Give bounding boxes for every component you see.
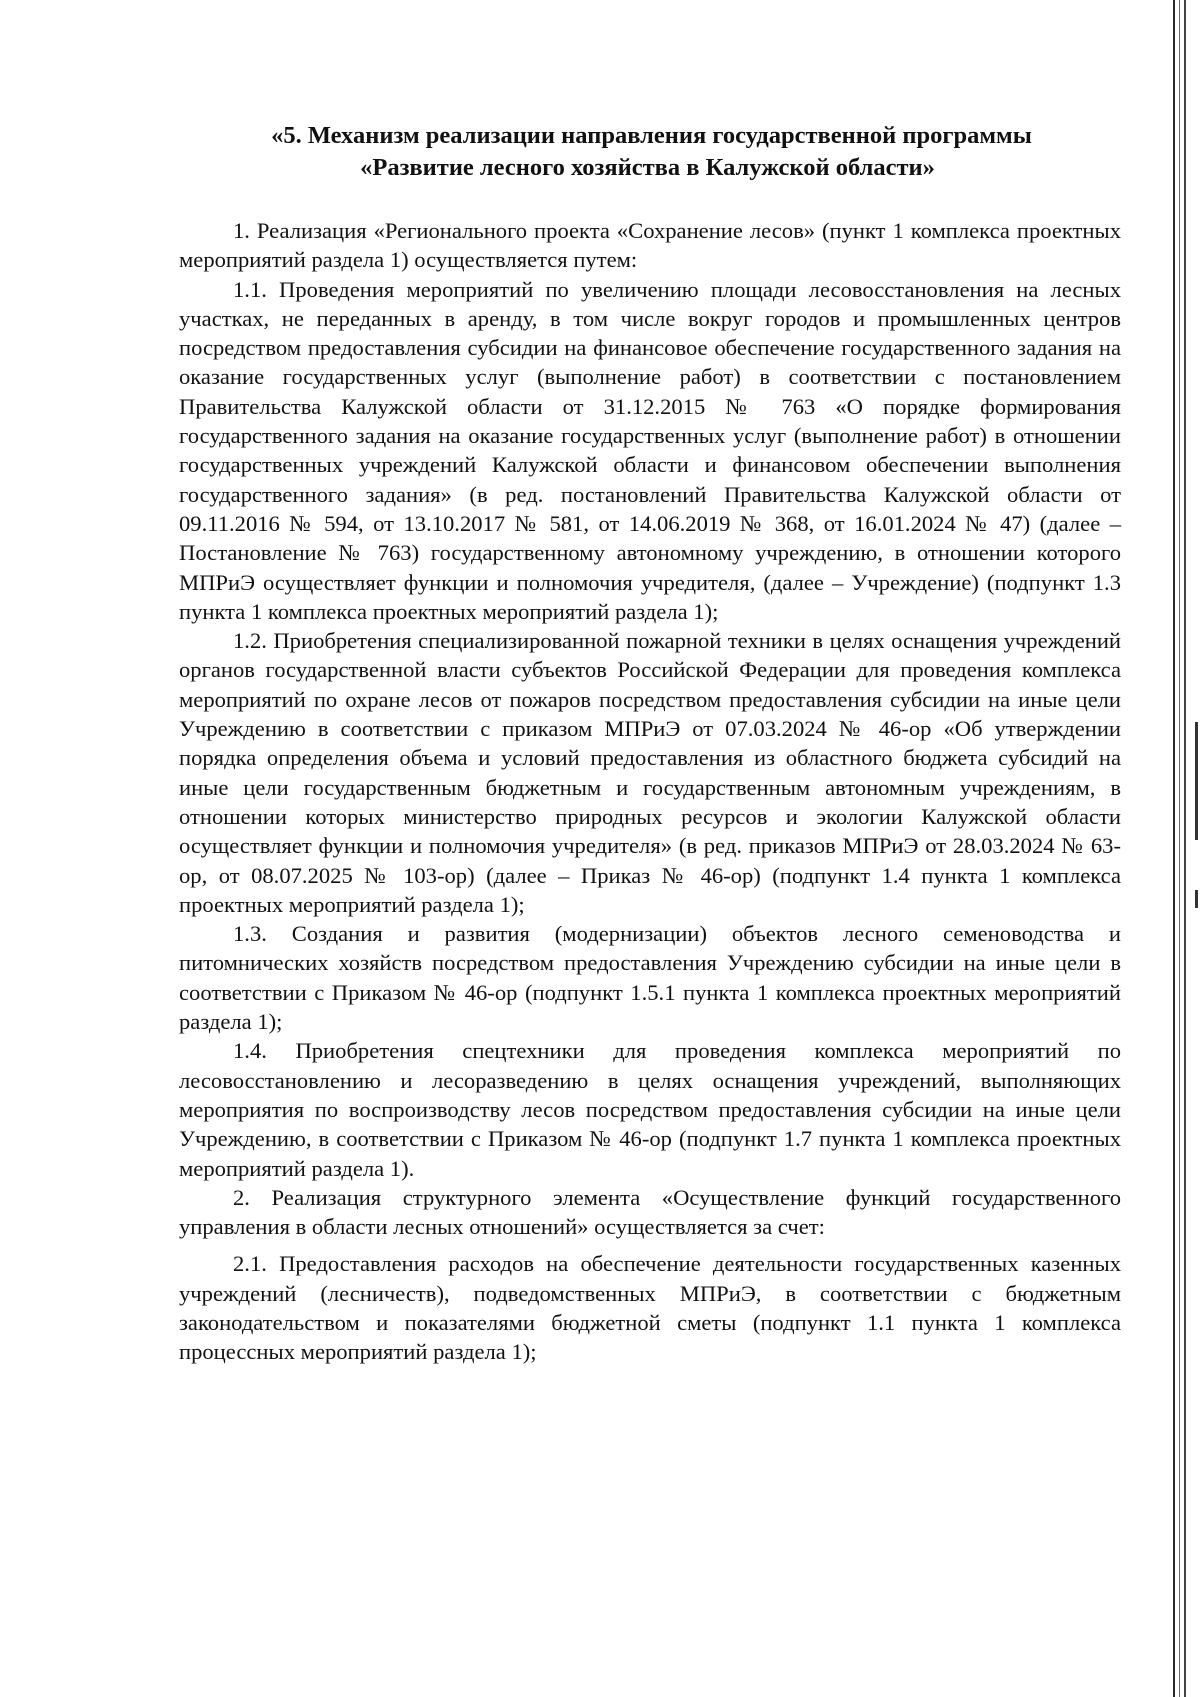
paragraph-1-2: 1.2. Приобретения специализированной пожарной техники в целях оснащения учреждений органов государственной власти субъектов Российской Федерации для проведения комплекса мероприятий по охране лесов от пожаров посредством предоставления субсидии на иные цели Учреждению в соответствии с приказом МПРиЭ от 07.03.2024 № 46-ор «Об утверждении порядка определения объема и условий предоставления из областного бюджета субсидий на иные цели государственным бюджетным и государственным автономным учреждениям, в отношении которых министерство природных ресурсов и экологии Калужской области осуществляет функции и полномочия учредителя» (в ред. приказов МПРиЭ от 28.03.2024 № 63-ор, от 08.07.2025 № 103-ор) (далее – Приказ № 46-ор) (подпункт 1.4 пункта 1 комплекса проектных мероприятий раздела 1); [179,628,1121,917]
heading-line-2: «Развитие лесного хозяйства в Калужской области» [360,154,935,181]
paragraph-1: 1. Реализация «Регионального проекта «Сохранение лесов» (пункт 1 комплекса проектных мероприятий раздела 1) осуществляется путем: [179,218,1121,273]
paragraph-1-1: 1.1. Проведения мероприятий по увеличению площади лесовосстановления на лесных участках, не переданных в аренду, в том числе вокруг городов и промышленных центров посредством предоставления субсидии на финансовое обеспечение государственного задания на оказание государственных услуг (выполнение работ) в соответствии с постановлением Правительства Калужской области от 31.12.2015 № 763 «О порядке формирования государственного задания на оказание государственных услуг (выполнение работ) в отношении государственных учреждений Калужской области и финансовом обеспечении выполнения государственного задания» (в ред. постановлений Правительства Калужской области от 09.11.2016 № 594, от 13.10.2017 № 581, от 14.06.2019 № 368, от 16.01.2024 № 47) (далее – Постановление № 763) государственному автономному учреждению, в отношении которого МПРиЭ осуществляет функции и полномочия учредителя, (далее – Учреждение) (подпункт 1.3 пункта 1 комплекса проектных мероприятий раздела 1); [179,276,1121,624]
paragraph-1-4: 1.4. Приобретения спецтехники для проведения комплекса мероприятий по лесовосстановлению и лесоразведению в целях оснащения учреждений, выполняющих мероприятия по воспроизводству лесов посредством предоставления субсидии на иные цели Учреждению, в соответствии с Приказом № 46-ор (подпункт 1.7 пункта 1 комплекса проектных мероприятий раздела 1). [179,1038,1121,1181]
scan-margin-mark [1195,890,1198,908]
paragraph-1-3: 1.3. Создания и развития (модернизации) объектов лесного семеноводства и питомнических хозяйств посредством предоставления Учреждению субсидии на иные цели в соответствии с Приказом № 46-ор (подпункт 1.5.1 пункта 1 комплекса проектных мероприятий раздела 1); [179,921,1121,1035]
scan-margin-mark [1195,722,1198,840]
document-body [179,216,1121,1367]
heading-line-1: «5. Механизм реализации направления государственной программы [271,122,1032,149]
scan-edge-line [1173,0,1175,1697]
paragraph-2-1: 2.1. Предоставления расходов на обеспечение деятельности государственных казенных учреждений (лесничеств), подведомственных МПРиЭ, в соответствии с бюджетным законодательством и показателями бюджетной сметы (подпункт 1.1 пункта 1 комплекса процессных мероприятий раздела 1); [179,1251,1121,1365]
scan-edge-line [1184,0,1186,1697]
paragraph-2: 2. Реализация структурного элемента «Осуществление функций государственного управления в области лесных отношений» осуществляется за счет: [179,1184,1121,1240]
scan-edge-line [1179,0,1180,1697]
section-heading [170,120,1125,184]
